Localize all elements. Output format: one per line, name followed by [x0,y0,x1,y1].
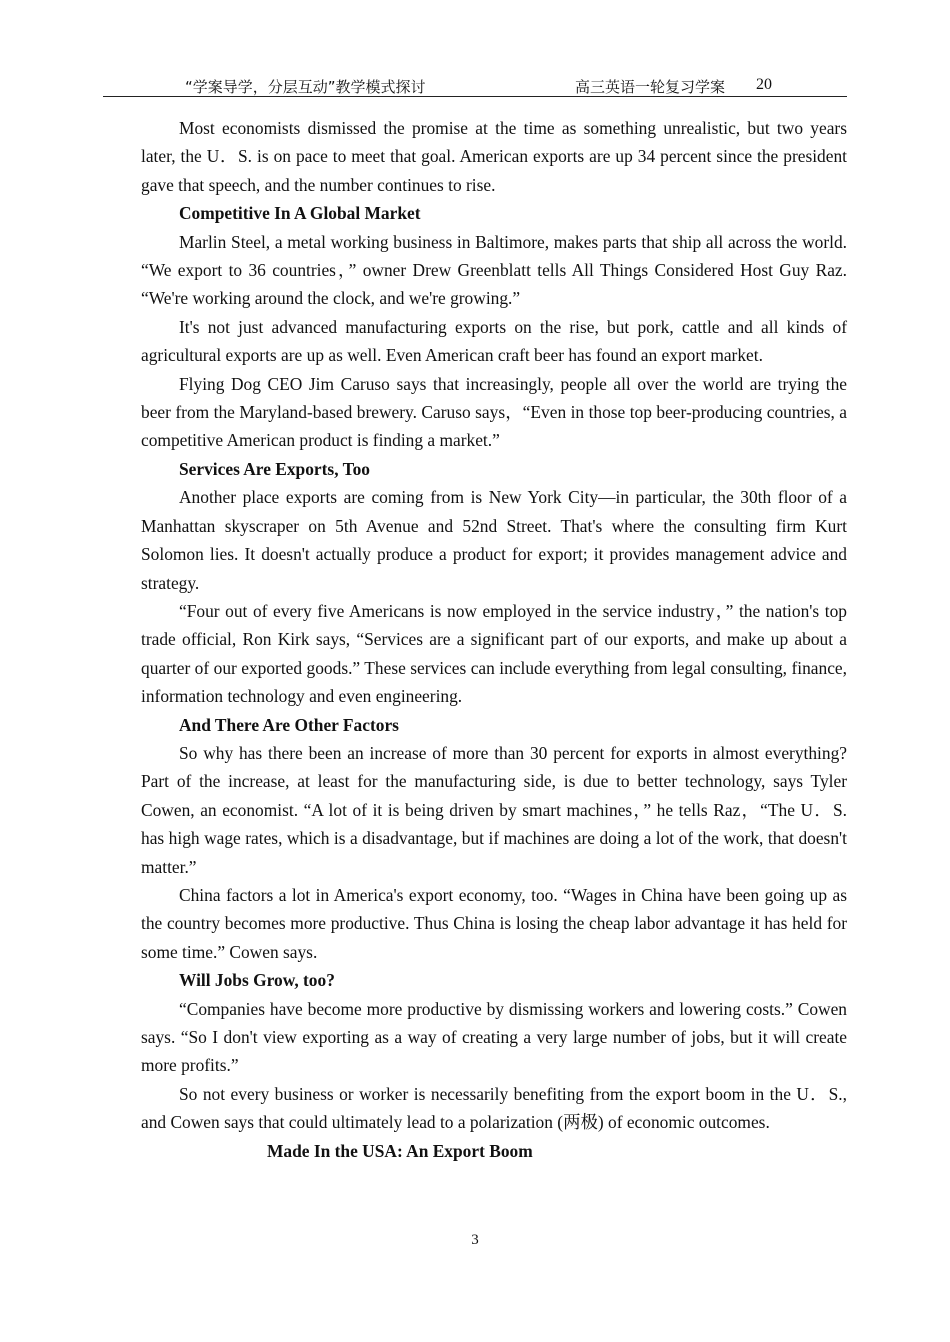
page-footer-number: 3 [471,1232,479,1248]
paragraph: “Four out of every five Americans is now employed in the service industry，” the nation's top trade official, Ron Kirk says, “Services are a significant part of our exports, and make up about a quarter of our exported goods.” These services can include everything from legal consulting, finance, information technology and even engineering. [141,600,847,707]
section-heading: And There Are Other Factors [179,714,399,735]
paragraph: Flying Dog CEO Jim Caruso says that increasingly, people all over the world are trying the beer from the Maryland-based brewery. Caruso says，“Even in those top beer-producing countries, a competitive American product is finding a market.” [141,373,847,451]
paragraph: Marlin Steel, a metal working business in Baltimore, makes parts that ship all across the world. “We export to 36 countries，” owner Drew Greenblatt tells All Things Considered Host Guy Raz. “We're working around the clock, and we're growing.” [141,231,847,309]
article-body [141,114,847,1165]
page-header [103,76,847,97]
section-heading: Competitive In A Global Market [179,203,421,224]
paragraph: China factors a lot in America's export economy, too. “Wages in China have been going up as the country becomes more productive. Thus China is losing the cheap labor advantage it has held for some time.” Cowen says. [141,884,847,962]
paragraph: “Companies have become more productive by dismissing workers and lowering costs.” Cowen says. “So I don't view exporting as a way of creating a very large number of jobs, but it will create more profits.” [141,998,847,1076]
header-course-title: “学案导学，分层互动”教学模式探讨 [185,78,426,96]
header-page-number: 20 [756,76,772,93]
paragraph: So why has there been an increase of more than 30 percent for exports in almost everything? Part of the increase, at least for the manufacturing side, is due to better technology, says Tyler Cowen, an economist. “A lot of it is being driven by smart machines，” he tells Raz，“The U．S. has high wage rates, which is a disadvantage, but if machines are doing a lot of the work, that doesn't matter.” [141,742,847,877]
section-heading: Services Are Exports, Too [179,458,370,479]
paragraph: Another place exports are coming from is New York City—in particular, the 30th floor of a Manhattan skyscraper on 5th Avenue and 52nd Street. That's where the consulting firm Kurt Solomon lies. It doesn't actually produce a product for export; it provides management advice and strategy. [141,487,847,593]
paragraph: It's not just advanced manufacturing exports on the rise, but pork, cattle and all kinds of agricultural exports are up as well. Even American craft beer has found an export market. [141,316,847,366]
paragraph: So not every business or worker is necessarily benefiting from the export boom in the U．S., and Cowen says that could ultimately lead to a polarization (两极) of economic outcomes. [141,1083,847,1133]
header-subject: 高三英语一轮复习学案 [575,78,726,96]
paragraph: Most economists dismissed the promise at the time as something unrealistic, but two years later, the U．S. is on pace to meet that goal. American exports are up 34 percent since the president gave that speech, and the number continues to rise. [141,118,847,195]
article-title: Made In the USA: An Export Boom [267,1140,533,1161]
section-heading: Will Jobs Grow, too? [179,970,335,991]
